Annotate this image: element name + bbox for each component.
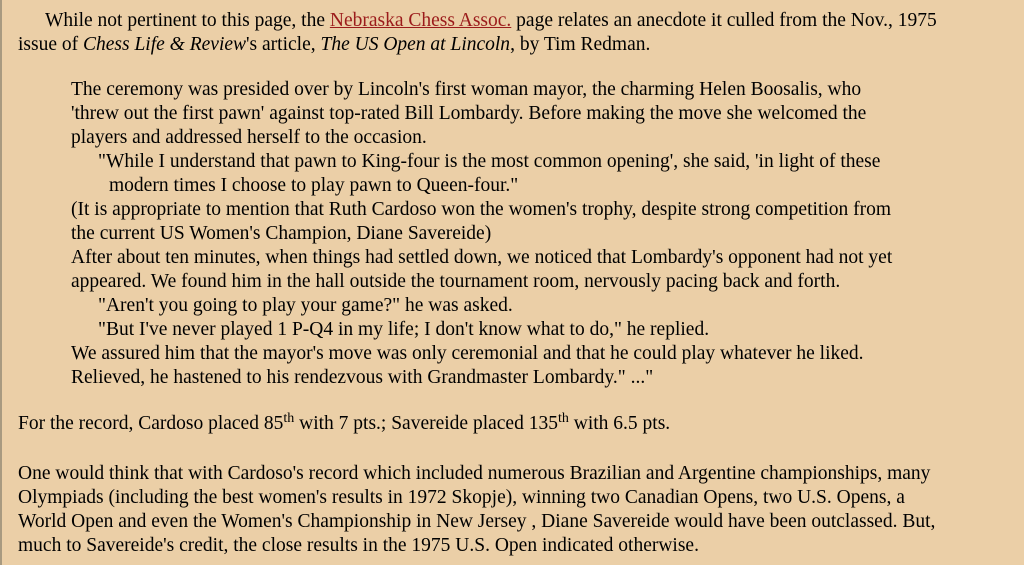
quote-line: "While I understand that pawn to King-four is the most common opening', she said, 'in light of these [98,151,881,172]
quote-line: After about ten minutes, when things had settled down, we noticed that Lombardy's opponent had not yet [71,247,893,268]
closing-line: One would think that with Cardoso's record which included numerous Brazilian and Argentine championships, many [18,463,931,484]
intro-text: , by Tim Redman. [510,34,651,55]
record-paragraph [18,412,670,436]
intro-text: 's article, [246,34,321,55]
blockquote [71,78,892,390]
intro-line-1 [18,9,937,33]
article-title: The US Open at Lincoln [320,34,511,55]
quote-line: (It is appropriate to mention that Ruth Cardoso won the women's trophy, despite strong competition from [71,199,892,220]
closing-line: Olympiads (including the best women's results in 1972 Skopje), winning two Canadian Opens, two U.S. Opens, a [18,487,905,508]
quote-line: Relieved, he hastened to his rendezvous with Grandmaster Lombardy." ..." [71,367,654,388]
record-text: with 6.5 pts. [568,413,671,434]
magazine-title: Chess Life & Review [83,34,247,55]
ordinal-suffix: th [283,411,295,426]
quote-line: We assured him that the mayor's move was only ceremonial and that he could play whatever he liked. [71,343,864,364]
quote-line: The ceremony was presided over by Lincoln's first woman mayor, the charming Helen Boosalis, who [71,79,862,100]
quote-line: modern times I choose to play pawn to Queen-four." [109,175,519,196]
intro-text: While not pertinent to this page, the [45,10,330,31]
record-text: with 7 pts.; Savereide placed 135 [294,413,558,434]
record-text: For the record, Cardoso placed 85 [18,413,284,434]
quote-line: "But I've never played 1 P-Q4 in my life; I don't know what to do," he replied. [98,319,710,340]
intro-line-2 [18,33,937,57]
quote-line: 'threw out the first pawn' against top-rated Bill Lombardy. Before making the move she welcomed the [71,103,867,124]
nebraska-chess-assoc-link[interactable]: Nebraska Chess Assoc. [329,10,512,31]
quote-line: appeared. We found him in the hall outside the tournament room, nervously pacing back and forth. [71,271,841,292]
intro-paragraph [18,9,937,57]
closing-line: World Open and even the Women's Championship in New Jersey , Diane Savereide would have been outclassed. But, [18,511,936,532]
intro-text: page relates an anecdote it culled from the Nov., 1975 [511,10,937,31]
quote-line: the current US Women's Champion, Diane Savereide) [71,223,492,244]
ordinal-suffix: th [557,411,569,426]
quote-line: players and addressed herself to the occasion. [71,127,427,148]
closing-paragraph [18,462,935,558]
quote-line: "Aren't you going to play your game?" he was asked. [98,295,513,316]
closing-line: much to Savereide's credit, the close results in the 1975 U.S. Open indicated otherwise. [18,535,699,556]
intro-text: issue of [18,34,83,55]
